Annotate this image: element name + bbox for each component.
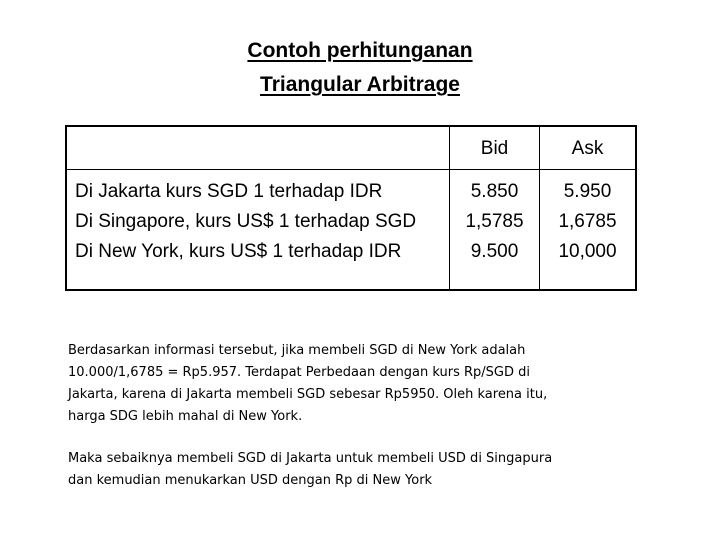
ask-value: 1,6785 bbox=[558, 211, 617, 232]
bid-value: 5.850 bbox=[470, 181, 519, 202]
paragraph-line: harga SDG lebih mahal di New York. bbox=[68, 409, 303, 424]
table-row-description: Di New York, kurs US$ 1 terhadap IDR bbox=[75, 241, 402, 262]
ask-value: 5.950 bbox=[563, 181, 612, 202]
title-line-1: Contoh perhitunganan bbox=[247, 39, 473, 62]
bid-value: 1,5785 bbox=[465, 211, 524, 232]
bid-column bbox=[450, 177, 539, 267]
slide-title bbox=[0, 34, 720, 102]
paragraph-line: Jakarta, karena di Jakarta membeli SGD sebesar Rp5950. Oleh karena itu, bbox=[68, 387, 548, 402]
table-row-description: Di Jakarta kurs SGD 1 terhadap IDR bbox=[75, 181, 383, 202]
paragraph-line: dan kemudian menukarkan USD dengan Rp di New York bbox=[68, 473, 433, 488]
ask-value: 10,000 bbox=[558, 241, 617, 262]
ask-column-header: Ask bbox=[571, 138, 604, 159]
bid-value: 9.500 bbox=[470, 241, 519, 262]
title-line-2: Triangular Arbitrage bbox=[260, 73, 460, 96]
description-column-header bbox=[75, 135, 445, 163]
exchange-rate-table bbox=[65, 125, 637, 291]
conclusion-paragraph bbox=[68, 448, 628, 492]
paragraph-line: Berdasarkan informasi tersebut, jika membeli SGD di New York adalah bbox=[68, 343, 526, 358]
explanation-paragraph bbox=[68, 340, 628, 428]
table-header-divider bbox=[67, 169, 635, 170]
ask-column bbox=[540, 177, 635, 267]
description-column bbox=[75, 177, 447, 267]
paragraph-line: Maka sebaiknya membeli SGD di Jakarta untuk membeli USD di Singapura bbox=[68, 451, 553, 466]
bid-column-header: Bid bbox=[480, 138, 509, 159]
table-row-description: Di Singapore, kurs US$ 1 terhadap SGD bbox=[75, 211, 417, 232]
paragraph-line: 10.000/1,6785 = Rp5.957. Terdapat Perbedaan dengan kurs Rp/SGD di bbox=[68, 365, 531, 380]
